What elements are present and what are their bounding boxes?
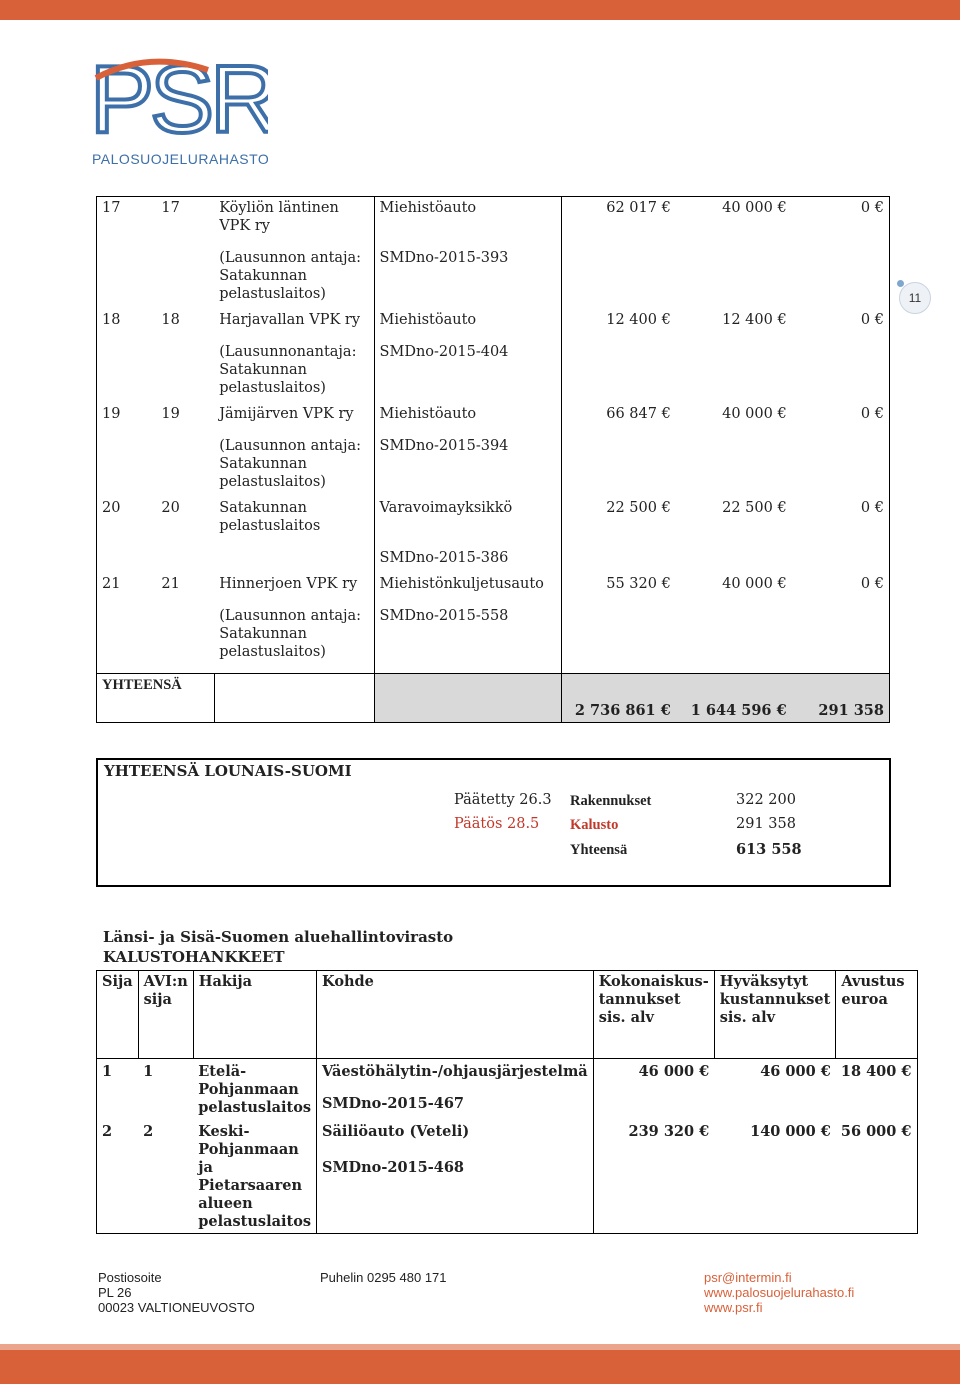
cell-hakija-sub: (Lausunnon antaja: Satakunnan pelastuslaitos) (214, 595, 374, 674)
logo-letters: PSR (90, 46, 268, 153)
table-row-sub (97, 237, 890, 309)
footer-web-link-2[interactable]: www.psr.fi (704, 1300, 763, 1315)
cell-hakija: Keski-Pohjanmaan ja Pietarsaaren alueen pelastuslaitos (193, 1119, 316, 1234)
hyv-value: 12 400 (722, 312, 773, 328)
cell-avi: 21 (161, 576, 180, 592)
avustus-value: 0 (860, 500, 871, 516)
cell-hyvaksytyt (676, 497, 792, 537)
cell-kohde-sub: SMDno-2015-558 (374, 595, 562, 674)
logo-subtitle: PALOSUOJELURAHASTO (92, 151, 268, 167)
total-kok-value: 2 736 861 (574, 702, 656, 719)
hyv-value: 40 000 (722, 200, 773, 216)
cell-hakija: Köyliön läntinen VPK ry (214, 197, 374, 238)
cell-avustus (836, 1119, 917, 1234)
kohde-ref: SMDno-2015-467 (322, 1095, 465, 1112)
hyv-value: 140 000 (750, 1123, 816, 1140)
euro-sign: € (901, 1123, 912, 1140)
euro-sign: € (820, 1063, 831, 1080)
header-kohde: Kohde (317, 971, 594, 1059)
hyv-value: 40 000 (722, 576, 773, 592)
bottom-accent-bar (0, 1350, 960, 1384)
cell-avustus (792, 309, 890, 331)
header-avi: AVI:n sija (138, 971, 193, 1059)
euro-sign: € (661, 576, 671, 592)
cell-sija: 17 (97, 197, 157, 238)
cell-hakija-sub: (Lausunnon antaja: Satakunnan pelastuslaitos) (214, 237, 374, 309)
footer-postiosoite-line1: PL 26 (98, 1285, 132, 1300)
euro-sign: € (661, 406, 671, 422)
kok-value: 12 400 (606, 312, 657, 328)
avustus-value: 0 (860, 406, 871, 422)
cell-hakija: Hinnerjoen VPK ry (214, 573, 374, 595)
cell-avi: 18 (161, 312, 180, 328)
table-row-sub (97, 331, 890, 403)
table-row (97, 1059, 918, 1120)
euro-sign: € (699, 1063, 710, 1080)
cell-avustus (792, 403, 890, 425)
cell-kohde-sub: SMDno-2015-394 (374, 425, 562, 497)
cell-kohde: Varavoimayksikkö (374, 497, 562, 537)
footer-web-link-1[interactable]: www.palosuojelurahasto.fi (704, 1285, 855, 1300)
footer-links (704, 1270, 854, 1315)
euro-sign: € (777, 312, 787, 328)
table-row (97, 1119, 918, 1234)
avustus-value: 56 000 (840, 1123, 897, 1140)
total-kokonaiskustannukset (562, 674, 676, 723)
euro-sign: € (661, 500, 671, 516)
grants-table-lansi-sisa-suomi (96, 970, 918, 1234)
euro-sign: € (661, 312, 671, 328)
euro-sign: € (777, 200, 787, 216)
cell-sija: 2 (97, 1119, 139, 1234)
cell-avi: 20 (161, 500, 180, 516)
cell-kohde (317, 1119, 594, 1234)
header-kokonaiskustannukset: Kokonaiskus-tannukset sis. alv (593, 971, 714, 1059)
avustus-value: 0 (860, 312, 871, 328)
table-row (97, 403, 890, 425)
footer-postiosoite-label: Postiosoite (98, 1270, 162, 1285)
cell-hyvaksytyt (676, 403, 792, 425)
cell-avi: 2 (138, 1119, 193, 1234)
euro-sign: € (820, 1123, 831, 1140)
summary-yhteensa-value: 613 558 (736, 841, 802, 858)
kok-value: 55 320 (606, 576, 657, 592)
table-row-sub (97, 425, 890, 497)
summary-rakennukset-label: Rakennukset (570, 793, 652, 809)
cell-hyvaksytyt (676, 197, 792, 238)
total-avustus: 291 358 (792, 674, 890, 723)
euro-sign: € (874, 406, 884, 422)
cell-kohde-sub: SMDno-2015-393 (374, 237, 562, 309)
euro-sign: € (874, 500, 884, 516)
cell-sija: 18 (97, 309, 157, 331)
cell-kohde-sub: SMDno-2015-386 (374, 537, 562, 573)
cell-kokonaiskustannukset (562, 497, 676, 537)
cell-avustus (792, 573, 890, 595)
table-row (97, 309, 890, 331)
avustus-value: 18 400 (840, 1063, 897, 1080)
cell-kokonaiskustannukset (562, 573, 676, 595)
section2-subtitle: KALUSTOHANKKEET (103, 948, 285, 966)
cell-kohde: Miehistöauto (374, 403, 562, 425)
total-hyvaksytyt (676, 674, 792, 723)
cell-kohde: Miehistöauto (374, 197, 562, 238)
cell-kohde: Miehistönkuljetusauto (374, 573, 562, 595)
cell-kokonaiskustannukset (562, 309, 676, 331)
header-avustus: Avustus euroa (836, 971, 917, 1059)
summary-paatos: Päätös 28.5 (454, 816, 540, 832)
euro-sign: € (874, 200, 884, 216)
cell-hakija-sub: (Lausunnonantaja: Satakunnan pelastuslaitos) (214, 331, 374, 403)
cell-hakija-sub (214, 537, 374, 573)
euro-sign: € (874, 576, 884, 592)
cell-hakija: Etelä-Pohjanmaan pelastuslaitos (193, 1059, 316, 1120)
cell-sija: 20 (97, 497, 157, 537)
table-total-row (97, 674, 890, 723)
page-number: 11 (899, 282, 931, 314)
psr-logo (88, 40, 268, 170)
summary-paatetty: Päätetty 26.3 (454, 792, 552, 808)
cell-avi: 1 (143, 1063, 154, 1080)
table-row-sub (97, 595, 890, 674)
table-row (97, 197, 890, 238)
euro-sign: € (777, 500, 787, 516)
cell-hakija: Jämijärven VPK ry (214, 403, 374, 425)
kohde-text: Säiliöauto (Veteli) (322, 1123, 470, 1140)
avustus-value: 0 (860, 576, 871, 592)
cell-hakija-sub: (Lausunnon antaja: Satakunnan pelastuslaitos) (214, 425, 374, 497)
hyv-value: 22 500 (722, 500, 773, 516)
cell-hyvaksytyt (676, 309, 792, 331)
summary-kalusto-label: Kalusto (570, 817, 619, 833)
hyv-value: 40 000 (722, 406, 773, 422)
kohde-ref: SMDno-2015-468 (322, 1159, 465, 1176)
euro-sign: € (874, 312, 884, 328)
cell-hyvaksytyt (714, 1059, 836, 1120)
total-label: YHTEENSÄ (97, 674, 215, 723)
cell-kohde: Miehistöauto (374, 309, 562, 331)
euro-sign: € (777, 406, 787, 422)
hyv-value: 46 000 (760, 1063, 816, 1080)
euro-sign: € (699, 1123, 710, 1140)
footer-postiosoite-line2: 00023 VALTIONEUVOSTO (98, 1300, 255, 1315)
top-accent-bar (0, 0, 960, 20)
euro-sign: € (661, 200, 671, 216)
summary-rakennukset-value: 322 200 (736, 792, 796, 808)
cell-sija: 1 (97, 1059, 139, 1120)
table2-header-row (97, 971, 918, 1059)
table-row (97, 497, 890, 537)
summary-yhteensa-label: Yhteensä (570, 842, 628, 858)
cell-kokonaiskustannukset (562, 403, 676, 425)
psr-logo-graphic (88, 40, 268, 170)
avustus-value: 0 (860, 200, 871, 216)
cell-hakija: Harjavallan VPK ry (214, 309, 374, 331)
summary-box (96, 758, 891, 887)
header-sija: Sija (97, 971, 139, 1059)
cell-kokonaiskustannukset (593, 1119, 714, 1234)
euro-sign: € (660, 702, 671, 719)
header-hakija: Hakija (193, 971, 316, 1059)
cell-avi: 19 (161, 406, 180, 422)
footer-email-link[interactable]: psr@intermin.fi (704, 1270, 792, 1285)
cell-hyvaksytyt (676, 573, 792, 595)
summary-title: YHTEENSÄ LOUNAIS-SUOMI (104, 762, 352, 780)
footer-phone: Puhelin 0295 480 171 (320, 1270, 447, 1285)
kok-value: 22 500 (606, 500, 657, 516)
cell-avi: 17 (156, 197, 214, 238)
summary-kalusto-value: 291 358 (736, 816, 796, 832)
cell-avustus (792, 197, 890, 238)
cell-hyvaksytyt (714, 1119, 836, 1234)
table-row (97, 573, 890, 595)
kok-value: 66 847 (606, 406, 657, 422)
grants-table-lounais-suomi (96, 196, 890, 723)
cell-hakija: Satakunnan pelastuslaitos (214, 497, 374, 537)
kohde-text: Väestöhälytin-/ohjausjärjestelmä (322, 1063, 588, 1080)
kok-value: 62 017 (606, 200, 657, 216)
cell-avustus (792, 497, 890, 537)
section2-title: Länsi- ja Sisä-Suomen aluehallintovirasto (103, 928, 454, 946)
cell-kokonaiskustannukset (562, 197, 676, 238)
euro-sign: € (901, 1063, 912, 1080)
euro-sign: € (777, 576, 787, 592)
cell-kokonaiskustannukset (593, 1059, 714, 1120)
cell-sija: 19 (97, 403, 157, 425)
cell-sija: 21 (97, 573, 157, 595)
cell-kohde-sub: SMDno-2015-404 (374, 331, 562, 403)
header-hyvaksytyt: Hyväksytyt kustannukset sis. alv (714, 971, 836, 1059)
kok-value: 46 000 (638, 1063, 695, 1080)
total-hyv-value: 1 644 596 (690, 702, 772, 719)
table-row-sub (97, 537, 890, 573)
euro-sign: € (776, 702, 787, 719)
footer-address (98, 1270, 255, 1315)
cell-kohde (317, 1059, 594, 1120)
cell-avustus (836, 1059, 917, 1120)
kok-value: 239 320 (628, 1123, 695, 1140)
